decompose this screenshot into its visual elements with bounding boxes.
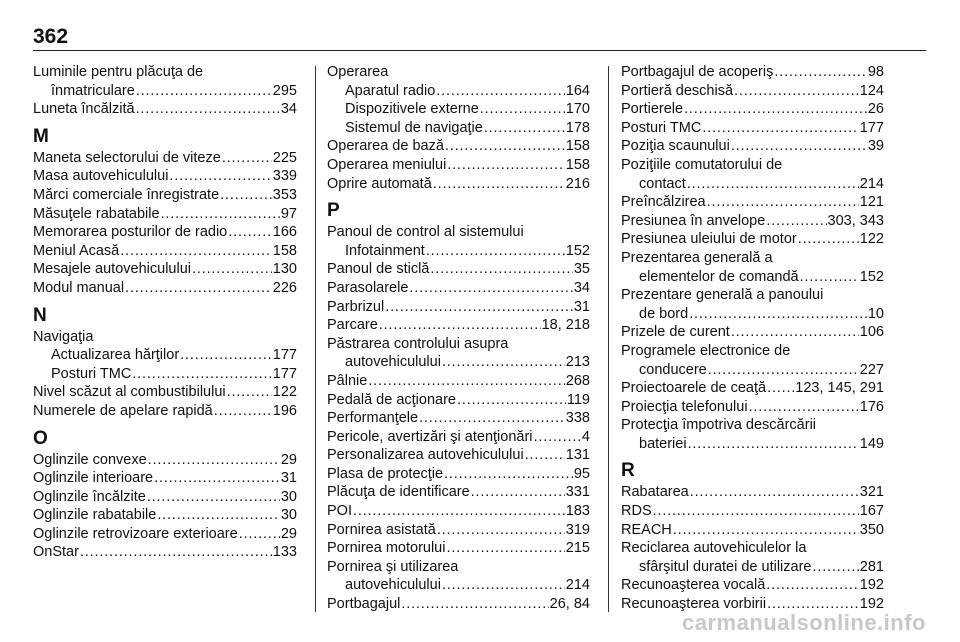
leader-dots [436,82,565,101]
leader-dots [525,446,565,465]
index-entry-text: Pornirea motorului [327,540,446,557]
index-entry [621,305,884,324]
leader-dots [731,137,867,156]
leader-dots [161,205,280,224]
leader-dots [132,365,271,384]
leader-dots [446,539,564,558]
index-entry [621,361,884,380]
index-page-ref: 18, 218 [541,317,590,334]
index-entry-text: Prizele de curent [621,324,730,341]
index-entry-text: Personalizarea autovehiculului [327,447,524,464]
index-page-ref: 30 [280,507,297,524]
index-page-ref: 34 [280,101,297,118]
index-page-ref: 39 [867,138,884,155]
index-page-ref: 192 [859,596,884,613]
index-entry [327,156,590,175]
index-entry-heading: Pornirea şi utilizarea [327,558,459,575]
index-entry [327,242,590,261]
leader-dots [136,82,272,101]
index-page-ref: 123, 145, 291 [795,380,884,397]
leader-dots [430,260,572,279]
index-entry-text: Portbagajul [327,596,401,613]
index-page-ref: 31 [280,470,297,487]
index-page-ref: 152 [859,268,884,285]
index-entry [327,446,590,465]
index-entry-text: autovehiculului [345,577,441,594]
index-page-ref: 95 [573,465,590,482]
index-page-ref: 149 [859,435,884,452]
leader-dots [812,558,858,577]
index-column-2 [327,63,590,614]
index-entry [621,193,884,212]
index-entry [33,223,297,242]
index-entry-text: Preîncălzirea [621,194,706,211]
leader-dots [767,379,794,398]
index-entry-text: Operarea meniului [327,156,447,173]
index-page-ref: 122 [859,231,884,248]
index-entry-text: Proiecţia telefonului [621,398,748,415]
index-entry-text: de bord [639,305,689,322]
index-entry [327,82,590,101]
index-page-ref: 31 [573,298,590,315]
index-entry [33,149,297,168]
index-page-ref: 133 [272,544,297,561]
index-entry-text: Presiunea în anvelope [621,212,766,229]
index-page-ref: 167 [859,503,884,520]
leader-dots [774,63,867,82]
index-entry [621,398,884,417]
index-entry-text: Performanţele [327,410,419,427]
index-entry [621,483,884,502]
index-entry-text: Maneta selectorului de viteze [33,149,221,166]
index-entry-text: Numerele de apelare rapidă [33,402,213,419]
index-entry [33,100,297,119]
leader-dots [534,428,581,447]
index-entry [33,525,297,544]
index-page-ref: 353 [272,186,297,203]
leader-dots [80,543,272,562]
index-page-ref: 177 [859,119,884,136]
index-page-ref: 131 [565,447,590,464]
leader-dots [385,298,573,317]
leader-dots [442,576,565,595]
index-entry [327,175,590,194]
index-page-ref: 213 [565,354,590,371]
index-page-ref: 26, 84 [549,596,590,613]
index-page-ref: 164 [565,82,590,99]
index-entry-text: Plăcuţa de identificare [327,484,470,501]
leader-dots [120,242,272,261]
index-page-ref: 339 [272,168,297,185]
index-entry-heading: Prezentare generală a panoului [621,287,824,304]
index-page-ref: 225 [272,149,297,166]
index-page-ref: 214 [859,175,884,192]
leader-dots [368,372,564,391]
leader-dots [798,230,859,249]
index-entry [621,323,884,342]
index-entry [327,298,590,317]
leader-dots [734,82,859,101]
index-page-ref: 319 [565,521,590,538]
index-page-ref: 226 [272,279,297,296]
leader-dots [401,595,548,614]
leader-dots [457,391,566,410]
index-entry-text: Presiunea uleiului de motor [621,231,797,248]
index-entry [327,353,590,372]
leader-dots [731,323,859,342]
leader-dots [690,483,859,502]
index-entry-text: Mesajele autovehiculului [33,261,191,278]
index-entry [327,465,590,484]
leader-dots [707,193,859,212]
index-entry-heading: Programele electronice de [621,342,791,359]
index-page-ref: 124 [859,82,884,99]
index-page-ref: 30 [280,488,297,505]
leader-dots [239,525,280,544]
index-entry-heading: Navigaţia [33,328,94,345]
index-entry-text: Infotainment [345,242,425,259]
index-entry [327,260,590,279]
index-entry-text: Măsuţele rabatabile [33,205,160,222]
watermark: carmanualsonline.info [682,610,926,635]
index-entry-text: Operarea de bază [327,138,444,155]
index-entry-heading: Prezentarea generală a [621,249,773,266]
index-page-ref: 192 [859,577,884,594]
leader-dots [471,483,565,502]
leader-dots [480,100,565,119]
index-page-ref: 183 [565,503,590,520]
leader-dots [147,488,280,507]
column-divider-2 [608,66,609,612]
index-page-ref: 281 [859,558,884,575]
leader-dots [684,100,867,119]
index-page-ref: 177 [272,347,297,364]
leader-dots [228,223,272,242]
leader-dots [766,212,826,231]
index-entry-text: Oglinzile încălzite [33,488,146,505]
leader-dots [180,346,272,365]
index-page-ref: 4 [581,428,590,445]
index-page-ref: 29 [280,525,297,542]
index-entry-text: Pornirea asistată [327,521,436,538]
leader-dots [673,521,859,540]
index-entry [621,268,884,287]
index-page-ref: 35 [573,261,590,278]
index-page-ref: 321 [859,484,884,501]
index-column-1 [33,63,297,562]
leader-dots [437,521,565,540]
index-entry-text: sfârşitul duratei de utilizare [639,558,812,575]
index-entry [621,521,884,540]
leader-dots [409,279,572,298]
index-entry [33,167,297,186]
index-entry [327,279,590,298]
index-entry [327,137,590,156]
index-entry-text: Oglinzile convexe [33,451,147,468]
leader-dots [653,502,859,521]
index-column-3 [621,63,884,614]
index-entry-heading: Luminile pentru plăcuţa de [33,64,204,80]
index-page-ref: 130 [272,261,297,278]
index-entry [621,379,884,398]
index-entry-text: Nivel scăzut al combustibilului [33,384,226,401]
index-entry [327,483,590,502]
index-entry-text: Posturi TMC [51,365,132,382]
index-entry-text: Aparatul radio [345,82,436,99]
index-letter-heading: N [33,304,47,326]
index-entry-text: Parcare [327,317,378,334]
index-entry-text: Oglinzile rabatabile [33,507,157,524]
leader-dots [749,398,859,417]
column-divider-1 [315,66,316,612]
leader-dots [419,409,565,428]
index-entry-text: Parasolarele [327,279,409,296]
index-entry-heading: Protecţia împotriva descărcării [621,417,817,434]
index-entry-text: Proiectoarele de ceaţă [621,380,767,397]
index-page-ref: 196 [272,402,297,419]
leader-dots [442,353,565,372]
leader-dots [702,119,858,138]
index-page-ref: 338 [565,410,590,427]
index-page-ref: 122 [272,384,297,401]
index-letter-heading: O [33,427,48,449]
index-entry [621,576,884,595]
index-entry-text: OnStar [33,544,79,561]
index-entry [33,383,297,402]
index-entry-text: bateriei [639,435,687,452]
leader-dots [444,465,573,484]
index-page-ref: 350 [859,521,884,538]
index-page-ref: 26 [867,101,884,118]
index-page-ref: 214 [565,577,590,594]
index-entry [33,506,297,525]
index-entry [33,205,297,224]
index-page-ref: 98 [867,64,884,80]
leader-dots [688,435,859,454]
leader-dots [379,316,541,335]
index-entry-heading: Panoul de control al sistemului [327,224,524,241]
index-entry [621,119,884,138]
index-entry [327,521,590,540]
index-entry [327,372,590,391]
index-entry [621,82,884,101]
index-entry [33,402,297,421]
index-entry-heading: Poziţiile comutatorului de [621,156,783,173]
index-page-ref: 268 [565,372,590,389]
leader-dots [169,167,271,186]
index-entry-text: Modul manual [33,279,125,296]
index-entry [621,230,884,249]
index-entry [327,391,590,410]
index-page-ref: 170 [565,101,590,118]
leader-dots [148,451,280,470]
index-entry-text: Portieră deschisă [621,82,734,99]
index-page-ref: 216 [565,175,590,192]
index-entry-heading: Reciclarea autovehiculelor la [621,540,807,557]
index-entry-text: Oprire automată [327,175,432,192]
index-page-ref: 10 [867,305,884,322]
index-page-ref: 166 [272,224,297,241]
leader-dots [353,502,565,521]
leader-dots [214,402,272,421]
leader-dots [433,175,565,194]
index-entry-text: Portbagajul de acoperiş [621,64,774,80]
index-entry [327,502,590,521]
index-entry [33,543,297,562]
index-letter-heading: P [327,200,340,222]
leader-dots [687,175,859,194]
index-entry-text: REACH [621,521,672,538]
index-page-ref: 331 [565,484,590,501]
leader-dots [192,260,272,279]
index-entry-text: Memorarea posturilor de radio [33,224,228,241]
index-entry-text: Rabatarea [621,484,689,501]
index-page-ref: 215 [565,540,590,557]
leader-dots [227,383,272,402]
index-page-ref: 178 [565,119,590,136]
leader-dots [426,242,565,261]
index-page-ref: 295 [272,82,297,99]
index-entry-heading: Operarea [327,64,389,80]
index-entry [327,119,590,138]
index-page-ref: 227 [859,361,884,378]
index-entry [327,595,590,614]
leader-dots [708,361,859,380]
leader-dots [447,156,565,175]
index-entry-text: Luneta încălzită [33,101,135,118]
index-entry [621,212,884,231]
index-entry [33,488,297,507]
index-entry-text: Meniul Acasă [33,242,120,259]
index-page-ref: 177 [272,365,297,382]
page-number: 362 [33,25,69,48]
index-entry [33,279,297,298]
index-entry [33,260,297,279]
index-entry-text: Pericole, avertizări şi atenţionări [327,428,533,445]
index-entry [327,428,590,447]
leader-dots [689,305,867,324]
index-entry-text: Plasa de protecţie [327,465,444,482]
index-entry-text: POI [327,503,352,520]
index-entry [327,539,590,558]
index-page-ref: 29 [280,451,297,468]
index-entry [621,435,884,454]
index-entry-heading: Păstrarea controlului asupra [327,335,509,352]
index-entry [33,469,297,488]
index-entry-text: Pedală de acţionare [327,391,456,408]
index-entry-text: Actualizarea hărţilor [51,347,180,364]
index-entry-text: elementelor de comandă [639,268,799,285]
index-entry-text: Recunoaşterea vorbirii [621,596,767,613]
index-page-ref: 121 [859,194,884,211]
index-entry [621,63,884,82]
index-page-ref: 106 [859,324,884,341]
index-entry [621,137,884,156]
leader-dots [484,119,565,138]
index-entry-text: Portierele [621,101,684,118]
leader-dots [766,576,859,595]
index-entry [621,502,884,521]
index-letter-heading: M [33,125,49,147]
index-entry-text: Sistemul de navigaţie [345,119,483,136]
index-entry-text: Pâlnie [327,372,368,389]
leader-dots [800,268,859,287]
leader-dots [125,279,272,298]
index-entry [33,186,297,205]
index-entry [327,316,590,335]
index-entry [33,346,297,365]
index-entry [33,451,297,470]
index-entry [327,100,590,119]
index-page-ref: 97 [280,205,297,222]
index-page-ref: 158 [565,156,590,173]
index-entry-text: contact [639,175,686,192]
index-entry-text: Panoul de sticlă [327,261,430,278]
index-entry [327,576,590,595]
index-entry-text: Poziţia scaunului [621,138,730,155]
index-entry-text: autovehiculului [345,354,441,371]
index-entry-text: Posturi TMC [621,119,702,136]
index-entry-text: Dispozitivele externe [345,101,479,118]
index-page-ref: 176 [859,398,884,415]
index-entry [33,82,297,101]
index-page-ref: 34 [573,279,590,296]
index-page-ref: 158 [565,138,590,155]
leader-dots [220,186,272,205]
index-entry [33,242,297,261]
leader-dots [154,469,280,488]
index-page-ref: 158 [272,242,297,259]
index-page-ref: 303, 343 [827,212,884,229]
leader-dots [445,137,565,156]
index-entry-text: conducere [639,361,707,378]
index-letter-heading: R [621,460,635,482]
index-entry [621,100,884,119]
index-entry-text: Masa autovehiculului [33,168,169,185]
index-page-ref: 152 [565,242,590,259]
index-page-ref: 119 [566,391,590,408]
index-entry-text: Oglinzile retrovizoare exterioare [33,525,238,542]
index-entry [33,365,297,384]
index-entry-text: Mărci comerciale înregistrate [33,186,220,203]
index-entry-text: Parbrizul [327,298,385,315]
index-entry-text: Recunoaşterea vocală [621,577,766,594]
index-entry-text: înmatriculare [51,82,135,99]
index-entry [621,558,884,577]
leader-dots [222,149,272,168]
leader-dots [136,100,280,119]
index-entry-text: Oglinzile interioare [33,470,154,487]
index-entry [621,175,884,194]
header-rule [33,50,926,51]
index-entry-text: RDS [621,503,652,520]
leader-dots [157,506,280,525]
index-entry [327,409,590,428]
